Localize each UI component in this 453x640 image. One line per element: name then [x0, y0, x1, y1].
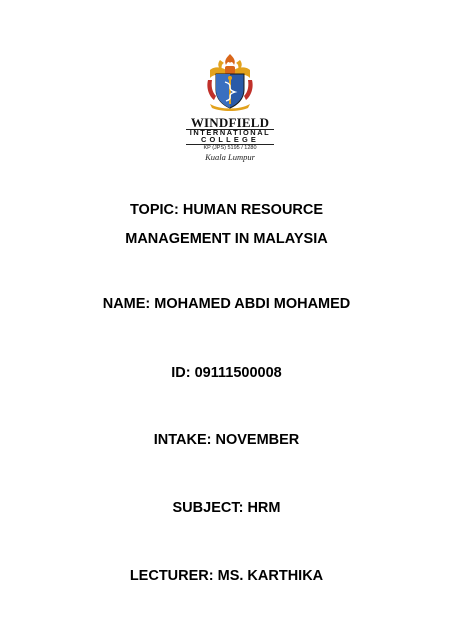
- lecturer: LECTURER: MS. KARTHIKA: [129, 568, 324, 584]
- topic-line-2: MANAGEMENT IN MALAYSIA: [125, 231, 328, 247]
- topic-line-1: TOPIC: HUMAN RESOURCE: [129, 202, 324, 218]
- logo-divider-top: [186, 129, 274, 130]
- college-logo: [176, 52, 284, 164]
- college-city: Kuala Lumpur: [205, 152, 255, 162]
- college-crest-icon: [204, 52, 256, 112]
- college-name-international: INTERNATIONAL: [189, 128, 271, 137]
- student-id: ID: 09111500008: [171, 365, 282, 381]
- intake: INTAKE: NOVEMBER: [153, 432, 300, 448]
- college-name: WINDFIELD: [190, 115, 270, 130]
- college-name-college: COLLEGE: [200, 135, 260, 144]
- student-name: NAME: MOHAMED ABDI MOHAMED: [102, 296, 351, 312]
- college-registration-number: KP (JPS) 5195 / 1280: [203, 145, 257, 151]
- subject: SUBJECT: HRM: [172, 500, 281, 516]
